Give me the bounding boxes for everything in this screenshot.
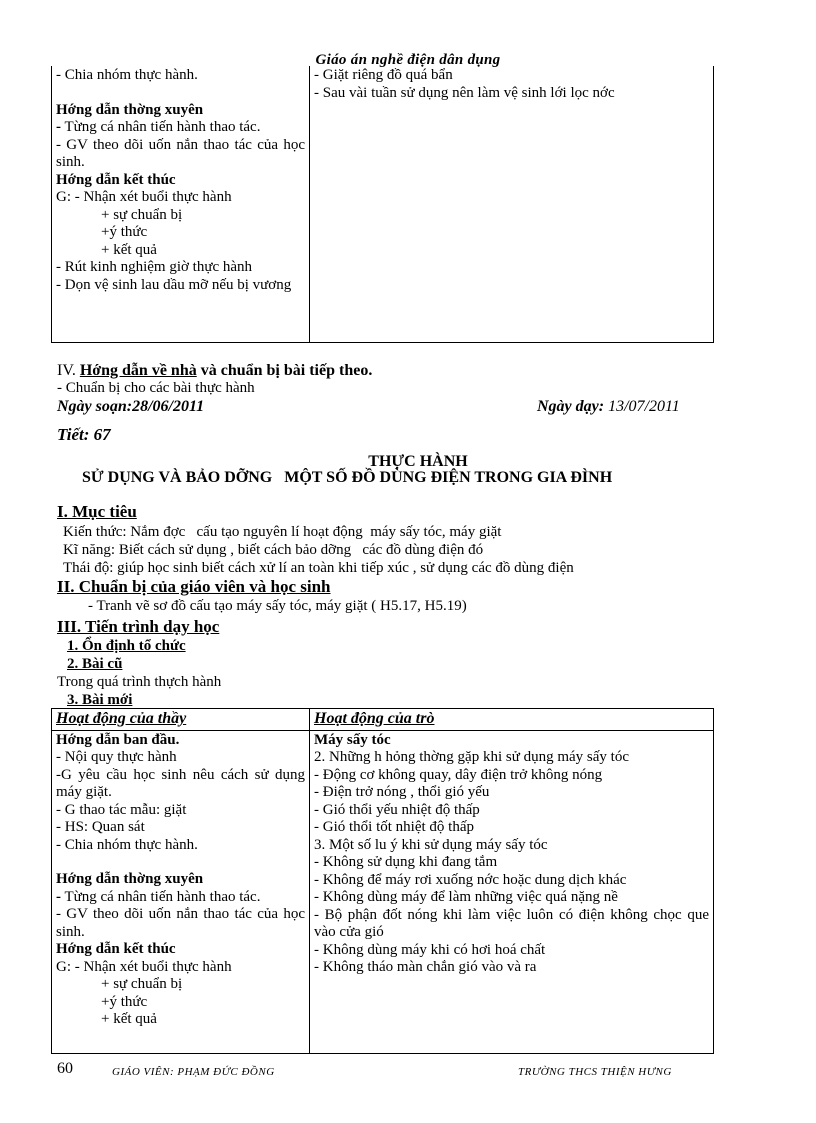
cell-line (56, 889, 305, 907)
lesson-title: THỰC HÀNH (368, 453, 468, 470)
cell-line: - Gió thổi yếu nhiệt độ thấp (314, 801, 480, 818)
objective-knowledge: Kiến thức: Nắm đợc cấu tạo nguyên lí hoạt động máy sấy tóc, máy giặt (63, 524, 502, 540)
cell-line: +ý thức (101, 993, 148, 1010)
cell-line: - Chia nhóm thực hành. (56, 67, 198, 83)
cell-line: Hớng dẫn thờng xuyên (56, 871, 204, 887)
teacher-activity-cell (52, 730, 310, 1053)
cell-line: +ý thức (101, 224, 148, 240)
section-homework-underlined: Hớng dẫn về nhà (79, 362, 197, 379)
cell-line: - Rút kinh nghiệm giờ thực hành (56, 259, 253, 275)
student-activity-cell (310, 730, 714, 1053)
cell-line: - Giặt riêng đồ quá bẩn (314, 67, 453, 83)
teach-date-label: Ngày dạy: (537, 398, 605, 415)
cell-line: - Dọn vệ sinh lau dầu mỡ nếu bị vương (56, 276, 292, 293)
prep-date-label: Ngày soạn: (57, 398, 133, 415)
cell-line: - Bộ phận đốt nóng khi làm việc luôn có điện không chọc que vào cửa gió (314, 906, 709, 940)
process-heading-text: III. Tiến trình dạy học (57, 617, 220, 636)
cell-line: - Không dùng máy khi có hơi hoá chất (314, 941, 546, 958)
activity-table-continued (51, 66, 714, 343)
objectives-heading-text: I. Mục tiêu (57, 502, 137, 521)
teach-date (537, 398, 680, 415)
prep-date (57, 398, 204, 415)
homework-item: - Chuẩn bị cho các bài thực hành (57, 380, 255, 396)
section-homework-rest: và chuẩn bị bài tiếp theo. (196, 362, 373, 379)
cell-line: G: - Nhận xét buổi thực hành (56, 958, 232, 975)
period-number: Tiết: 67 (57, 425, 111, 444)
footer-school: TRƯỜNG THCS THIỆN HƯNG (518, 1066, 672, 1078)
process-step-3: 3. Bài mới (67, 692, 133, 708)
cell-line-text: Từng cá nhân tiến hành thao tác. (61, 119, 261, 135)
student-activity-cell (310, 66, 714, 342)
cell-line: - G thao tác mẫu: giặt (56, 801, 187, 818)
process-step-2-text: Trong quá trình thựch hành (57, 674, 222, 690)
footer-teacher: GIÁO VIÊN: PHẠM ĐỨC ĐỒNG (112, 1066, 275, 1078)
cell-line: + sự chuẩn bị (101, 206, 183, 223)
cell-line: Hớng dẫn thờng xuyên (56, 101, 204, 118)
cell-line: - Gió thổi tốt nhiệt độ thấp (314, 819, 474, 835)
cell-line (56, 119, 305, 137)
cell-line: - Không tháo màn chắn gió vào và ra (314, 959, 537, 975)
process-step-1: 1. Ổn định tổ chức (67, 638, 186, 654)
preparation-heading (57, 578, 331, 595)
cell-line: 2. Những h hỏng thờng gặp khi sử dụng máy sấy tóc (314, 749, 629, 765)
objective-attitude: Thái độ: giúp học sinh biết cách xử lí an toàn khi tiếp xúc , sử dụng các đồ dùng điện (63, 560, 574, 576)
lesson-subtitle: SỬ DỤNG VÀ BẢO DỠNG MỘT SỐ ĐỒ DÙNG ĐIỆN TRONG GIA ĐÌNH (82, 469, 613, 486)
col-head-student (310, 709, 714, 731)
process-heading (57, 618, 219, 635)
cell-line: - Chia nhóm thực hành. (56, 836, 198, 853)
section-homework (57, 362, 372, 379)
cell-line-text: Từng cá nhân tiến hành thao tác. (61, 888, 261, 905)
cell-line: - HS: Quan sát (56, 819, 145, 835)
cell-line: - Động cơ không quay, dây điện trở không nóng (314, 766, 603, 783)
cell-line: Máy sấy tóc (314, 731, 391, 748)
process-step-2: 2. Bài cũ (67, 656, 123, 672)
preparation-item: - Tranh vẽ sơ đồ cấu tạo máy sấy tóc, máy giặt ( H5.17, H5.19) (88, 598, 467, 614)
cell-line: + kết quả (101, 1011, 157, 1027)
col-head-student-text: Hoạt động của trò (314, 710, 435, 727)
bullet-dash: - (56, 119, 61, 135)
cell-line: - Nội quy thực hành (56, 749, 177, 765)
cell-line: - Không dùng máy để làm những việc quá nặng nề (314, 889, 618, 905)
col-head-teacher-text: Hoạt động của thầy (56, 710, 187, 727)
cell-line: Hớng dẫn kết thúc (56, 171, 176, 188)
objective-skill: Kĩ năng: Biết cách sử dụng , biết cách bảo dỡng các đồ dùng điện đó (63, 542, 484, 558)
cell-line: - GV theo dõi uốn nắn thao tác của học sinh. (56, 906, 305, 940)
cell-line: -G yêu cầu học sinh nêu cách sử dụng máy giặt. (56, 766, 305, 800)
activity-table (51, 708, 714, 1054)
prep-date-value: 28/06/2011 (132, 398, 205, 415)
col-head-teacher (52, 709, 310, 731)
cell-line: G: - Nhận xét buổi thực hành (56, 189, 232, 205)
cell-line: 3. Một số lu ý khi sử dụng máy sấy tóc (314, 836, 548, 853)
cell-line: Hớng dẫn ban đầu. (56, 731, 180, 748)
section-number: IV. (57, 362, 80, 379)
cell-line: + kết quả (101, 241, 157, 258)
cell-line: Hớng dẫn kết thúc (56, 941, 176, 957)
spacer (56, 85, 305, 102)
cell-line: - Không sử dụng khi đang tắm (314, 854, 498, 870)
page-header: Giáo án nghề điện dân dụng (315, 52, 501, 68)
teach-date-value: 13/07/2011 (604, 398, 680, 415)
cell-line: - GV theo dõi uốn nắn thao tác của học sinh. (56, 136, 305, 170)
page-number: 60 (57, 1060, 73, 1077)
cell-line: - Sau vài tuần sử dụng nên làm vệ sinh lới lọc nớc (314, 84, 615, 101)
spacer (56, 854, 305, 871)
teacher-activity-cell (52, 66, 310, 342)
objectives-heading (57, 503, 137, 520)
cell-line: + sự chuẩn bị (101, 976, 183, 992)
preparation-heading-text: II. Chuẩn bị của giáo viên và học sinh (57, 577, 331, 596)
cell-line: - Không để máy rơi xuống nớc hoặc dung dịch khác (314, 871, 627, 888)
cell-line: - Điện trở nóng , thổi gió yếu (314, 784, 490, 800)
bullet-dash: - (56, 888, 61, 905)
